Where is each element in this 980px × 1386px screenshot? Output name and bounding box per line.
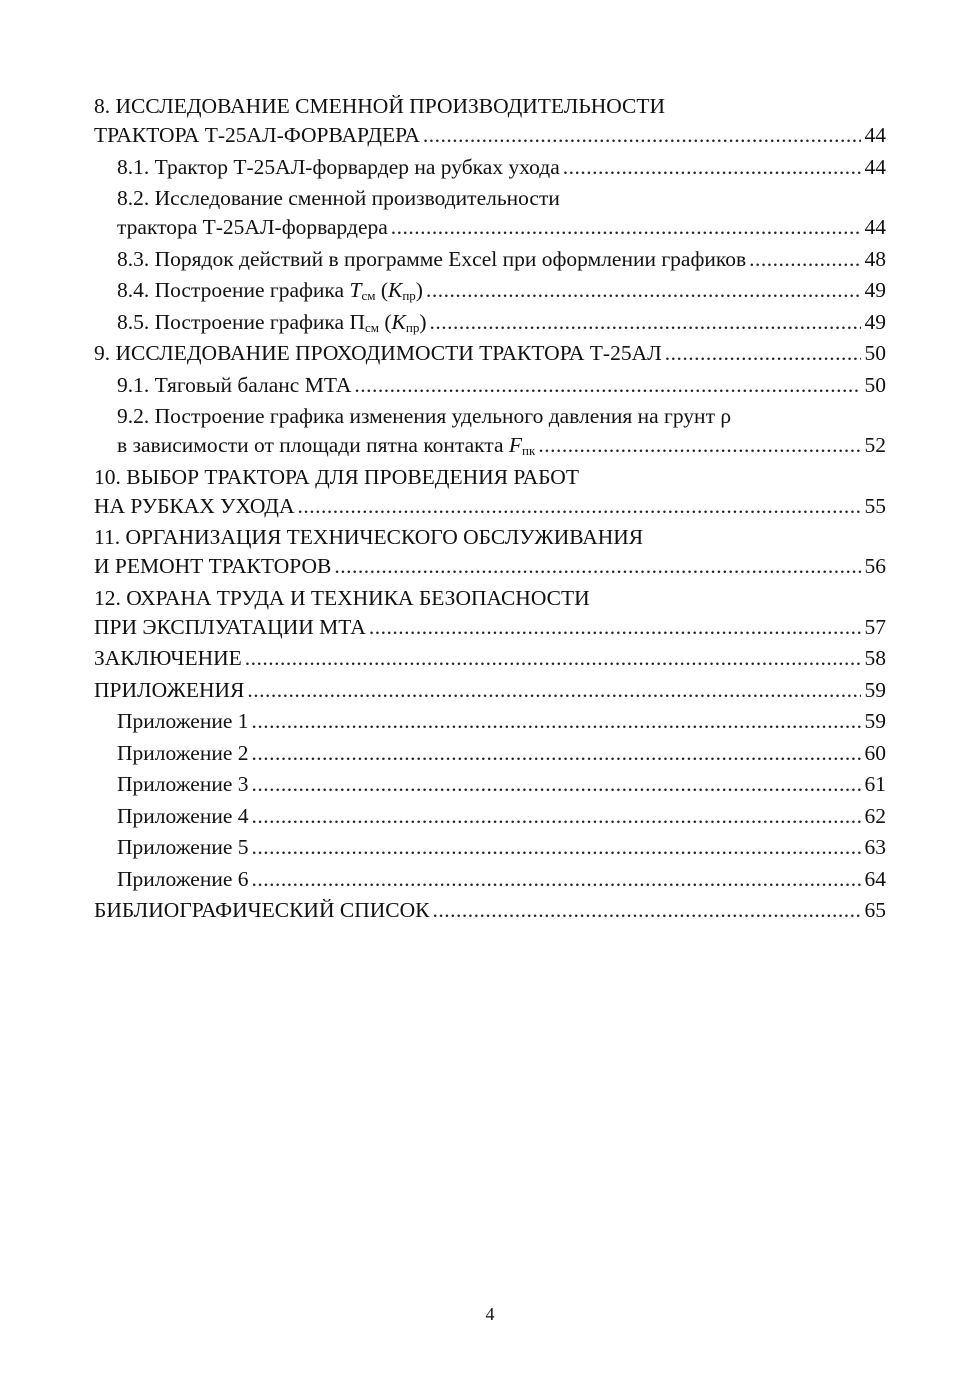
toc-page-number: 65 bbox=[864, 898, 886, 922]
toc-entry-title-line: 11. ОРГАНИЗАЦИЯ ТЕХНИЧЕСКОГО ОБСЛУЖИВАНИЯ bbox=[94, 525, 644, 549]
toc-entry-text: 8.1. Трактор Т-25АЛ-форвардер на рубках ухода bbox=[117, 154, 560, 179]
toc-entry-text: 8.5. Построение графика $П_{см}$ $(K_{пр})$ bbox=[117, 309, 427, 335]
formula-symbol: П bbox=[349, 309, 365, 334]
toc-page-number: 44 bbox=[864, 154, 886, 179]
toc-entry-text: Приложение 5 bbox=[117, 835, 249, 859]
toc-entry-text: Приложение 6 bbox=[117, 866, 249, 891]
dot-leader bbox=[369, 613, 861, 642]
table-of-contents bbox=[94, 92, 886, 928]
toc-entry-leader-line bbox=[94, 613, 886, 642]
toc-entry-9-2[interactable] bbox=[94, 402, 886, 460]
toc-entry-title-line: 9.2. Построение графика изменения удельного давления на грунт ρ bbox=[117, 404, 732, 428]
toc-entry-text: Приложение 2 bbox=[117, 740, 249, 765]
toc-entry-appendix-4[interactable] bbox=[94, 802, 886, 831]
toc-entry-leader-line bbox=[117, 739, 886, 768]
toc-entry-text: Приложение 3 bbox=[117, 772, 249, 796]
toc-entry-text: ПРИ ЭКСПЛУАТАЦИИ МТА bbox=[94, 614, 366, 639]
toc-entry-leader-line bbox=[117, 431, 886, 460]
dot-leader bbox=[426, 276, 861, 305]
toc-entry-text: И РЕМОНТ ТРАКТОРОВ bbox=[94, 554, 332, 578]
toc-page-number: 62 bbox=[864, 803, 886, 828]
formula-symbol: K bbox=[391, 309, 406, 334]
toc-entry-leader-line bbox=[117, 276, 886, 305]
toc-page-number: 50 bbox=[864, 372, 886, 397]
dot-leader bbox=[247, 676, 861, 705]
formula-symbol: T bbox=[349, 278, 362, 302]
dot-leader bbox=[252, 739, 861, 768]
toc-entry-appendices[interactable] bbox=[94, 676, 886, 705]
toc-entry-conclusion[interactable] bbox=[94, 644, 886, 673]
toc-entry-leader-line bbox=[117, 770, 886, 799]
toc-entry-8-2[interactable] bbox=[94, 184, 886, 242]
toc-entry-leader-line bbox=[94, 676, 886, 705]
toc-entry-leader-line bbox=[117, 707, 886, 736]
formula-subscript: см bbox=[361, 288, 376, 303]
toc-page-number: 55 bbox=[864, 493, 886, 518]
toc-entry-leader-line bbox=[117, 213, 886, 242]
toc-page-number: 48 bbox=[864, 246, 886, 271]
toc-entry-text: трактора Т-25АЛ-форвардера bbox=[117, 215, 388, 239]
dot-leader bbox=[354, 371, 861, 400]
toc-entry-leader-line bbox=[117, 245, 886, 274]
toc-entry-12[interactable] bbox=[94, 584, 886, 642]
toc-entry-text: БИБЛИОГРАФИЧЕСКИЙ СПИСОК bbox=[94, 898, 430, 922]
toc-page-number: 56 bbox=[864, 554, 886, 578]
toc-entry-appendix-3[interactable] bbox=[94, 770, 886, 799]
toc-entry-8-3[interactable] bbox=[94, 245, 886, 274]
toc-entry-leader-line bbox=[94, 339, 886, 368]
page-number: 4 bbox=[485, 1304, 495, 1324]
toc-page-number: 52 bbox=[864, 433, 886, 457]
toc-entry-9-1[interactable] bbox=[94, 371, 886, 400]
formula-subscript: пр bbox=[405, 319, 420, 335]
toc-entry-text: 8.4. Построение графика $T_{см}$ $(K_{пр})$ bbox=[117, 278, 423, 303]
toc-entry-appendix-6[interactable] bbox=[94, 865, 886, 894]
dot-leader bbox=[430, 308, 861, 337]
formula-subscript: пр bbox=[402, 288, 416, 303]
toc-entry-leader-line bbox=[94, 896, 886, 925]
toc-entry-leader-line bbox=[117, 833, 886, 862]
dot-leader bbox=[252, 865, 861, 894]
toc-entry-8-4[interactable] bbox=[94, 276, 886, 305]
formula-subscript: см bbox=[365, 319, 379, 335]
toc-entry-appendix-2[interactable] bbox=[94, 739, 886, 768]
dot-leader bbox=[432, 896, 861, 925]
toc-page-number: 63 bbox=[864, 835, 886, 859]
formula-subscript: пк bbox=[522, 443, 536, 458]
toc-page-number: 44 bbox=[864, 215, 886, 239]
toc-page-number: 64 bbox=[864, 866, 886, 891]
toc-entry-title-line: 8.2. Исследование сменной производительности bbox=[117, 186, 560, 210]
toc-page-number: 50 bbox=[864, 341, 886, 365]
toc-entry-11[interactable] bbox=[94, 523, 886, 581]
toc-entry-text: 9. ИССЛЕДОВАНИЕ ПРОХОДИМОСТИ ТРАКТОРА Т-25АЛ bbox=[94, 341, 662, 365]
toc-entry-text: ТРАКТОРА Т-25АЛ-ФОРВАРДЕРА bbox=[94, 123, 420, 147]
formula-symbol: K bbox=[387, 278, 403, 302]
toc-entry-appendix-5[interactable] bbox=[94, 833, 886, 862]
toc-entry-leader-line bbox=[117, 153, 886, 182]
toc-entry-leader-line bbox=[117, 308, 886, 337]
toc-entry-leader-line bbox=[94, 644, 886, 673]
toc-entry-text: Приложение 1 bbox=[117, 709, 249, 733]
dot-leader bbox=[334, 552, 861, 581]
dot-leader bbox=[563, 153, 861, 182]
toc-page-number: 57 bbox=[864, 614, 886, 639]
dot-leader bbox=[423, 121, 861, 150]
toc-entry-leader-line bbox=[94, 492, 886, 521]
dot-leader bbox=[749, 245, 861, 274]
toc-entry-leader-line bbox=[94, 121, 886, 150]
toc-page-number: 49 bbox=[864, 278, 886, 302]
dot-leader bbox=[298, 492, 862, 521]
toc-entry-leader-line bbox=[117, 802, 886, 831]
toc-entry-text: Приложение 4 bbox=[117, 803, 249, 828]
formula-symbol: F bbox=[508, 433, 523, 457]
dot-leader bbox=[252, 802, 861, 831]
toc-page-number: 60 bbox=[864, 740, 886, 765]
toc-page-number: 44 bbox=[864, 123, 886, 147]
toc-page-number: 58 bbox=[864, 646, 886, 670]
dot-leader bbox=[391, 213, 861, 242]
toc-entry-leader-line bbox=[117, 371, 886, 400]
toc-entry-appendix-1[interactable] bbox=[94, 707, 886, 736]
toc-entry-title-line: 12. ОХРАНА ТРУДА И ТЕХНИКА БЕЗОПАСНОСТИ bbox=[94, 585, 590, 610]
dot-leader bbox=[538, 431, 861, 460]
toc-entry-bibliography[interactable] bbox=[94, 896, 886, 925]
toc-entry-title-line: 8. ИССЛЕДОВАНИЕ СМЕННОЙ ПРОИЗВОДИТЕЛЬНОСТИ bbox=[94, 94, 666, 118]
toc-entry-title-line: 10. ВЫБОР ТРАКТОРА ДЛЯ ПРОВЕДЕНИЯ РАБОТ bbox=[94, 464, 579, 489]
dot-leader bbox=[252, 707, 861, 736]
toc-entry-text: НА РУБКАХ УХОДА bbox=[94, 493, 295, 518]
toc-entry-text: 9.1. Тяговый баланс МТА bbox=[117, 372, 352, 397]
toc-entry-text: ПРИЛОЖЕНИЯ bbox=[94, 677, 245, 702]
toc-entry-leader-line bbox=[94, 552, 886, 581]
toc-page-number: 59 bbox=[864, 709, 886, 733]
toc-page-number: 59 bbox=[864, 677, 886, 702]
dot-leader bbox=[252, 833, 861, 862]
toc-entry-10[interactable] bbox=[94, 463, 886, 521]
dot-leader bbox=[245, 644, 861, 673]
toc-entry-9[interactable] bbox=[94, 339, 886, 368]
dot-leader bbox=[252, 770, 861, 799]
toc-entry-leader-line bbox=[117, 865, 886, 894]
toc-entry-text: в зависимости от площади пятна контакта $F_{пк}$ bbox=[117, 433, 536, 458]
toc-entry-8-5[interactable] bbox=[94, 308, 886, 337]
dot-leader bbox=[665, 339, 861, 368]
toc-page-number: 61 bbox=[864, 772, 886, 796]
toc-page-number: 49 bbox=[864, 309, 886, 334]
toc-entry-text: ЗАКЛЮЧЕНИЕ bbox=[94, 646, 242, 670]
toc-entry-text: 8.3. Порядок действий в программе Excel при оформлении графиков bbox=[117, 246, 747, 271]
toc-entry-8-1[interactable] bbox=[94, 153, 886, 182]
toc-entry-8[interactable] bbox=[94, 92, 886, 150]
